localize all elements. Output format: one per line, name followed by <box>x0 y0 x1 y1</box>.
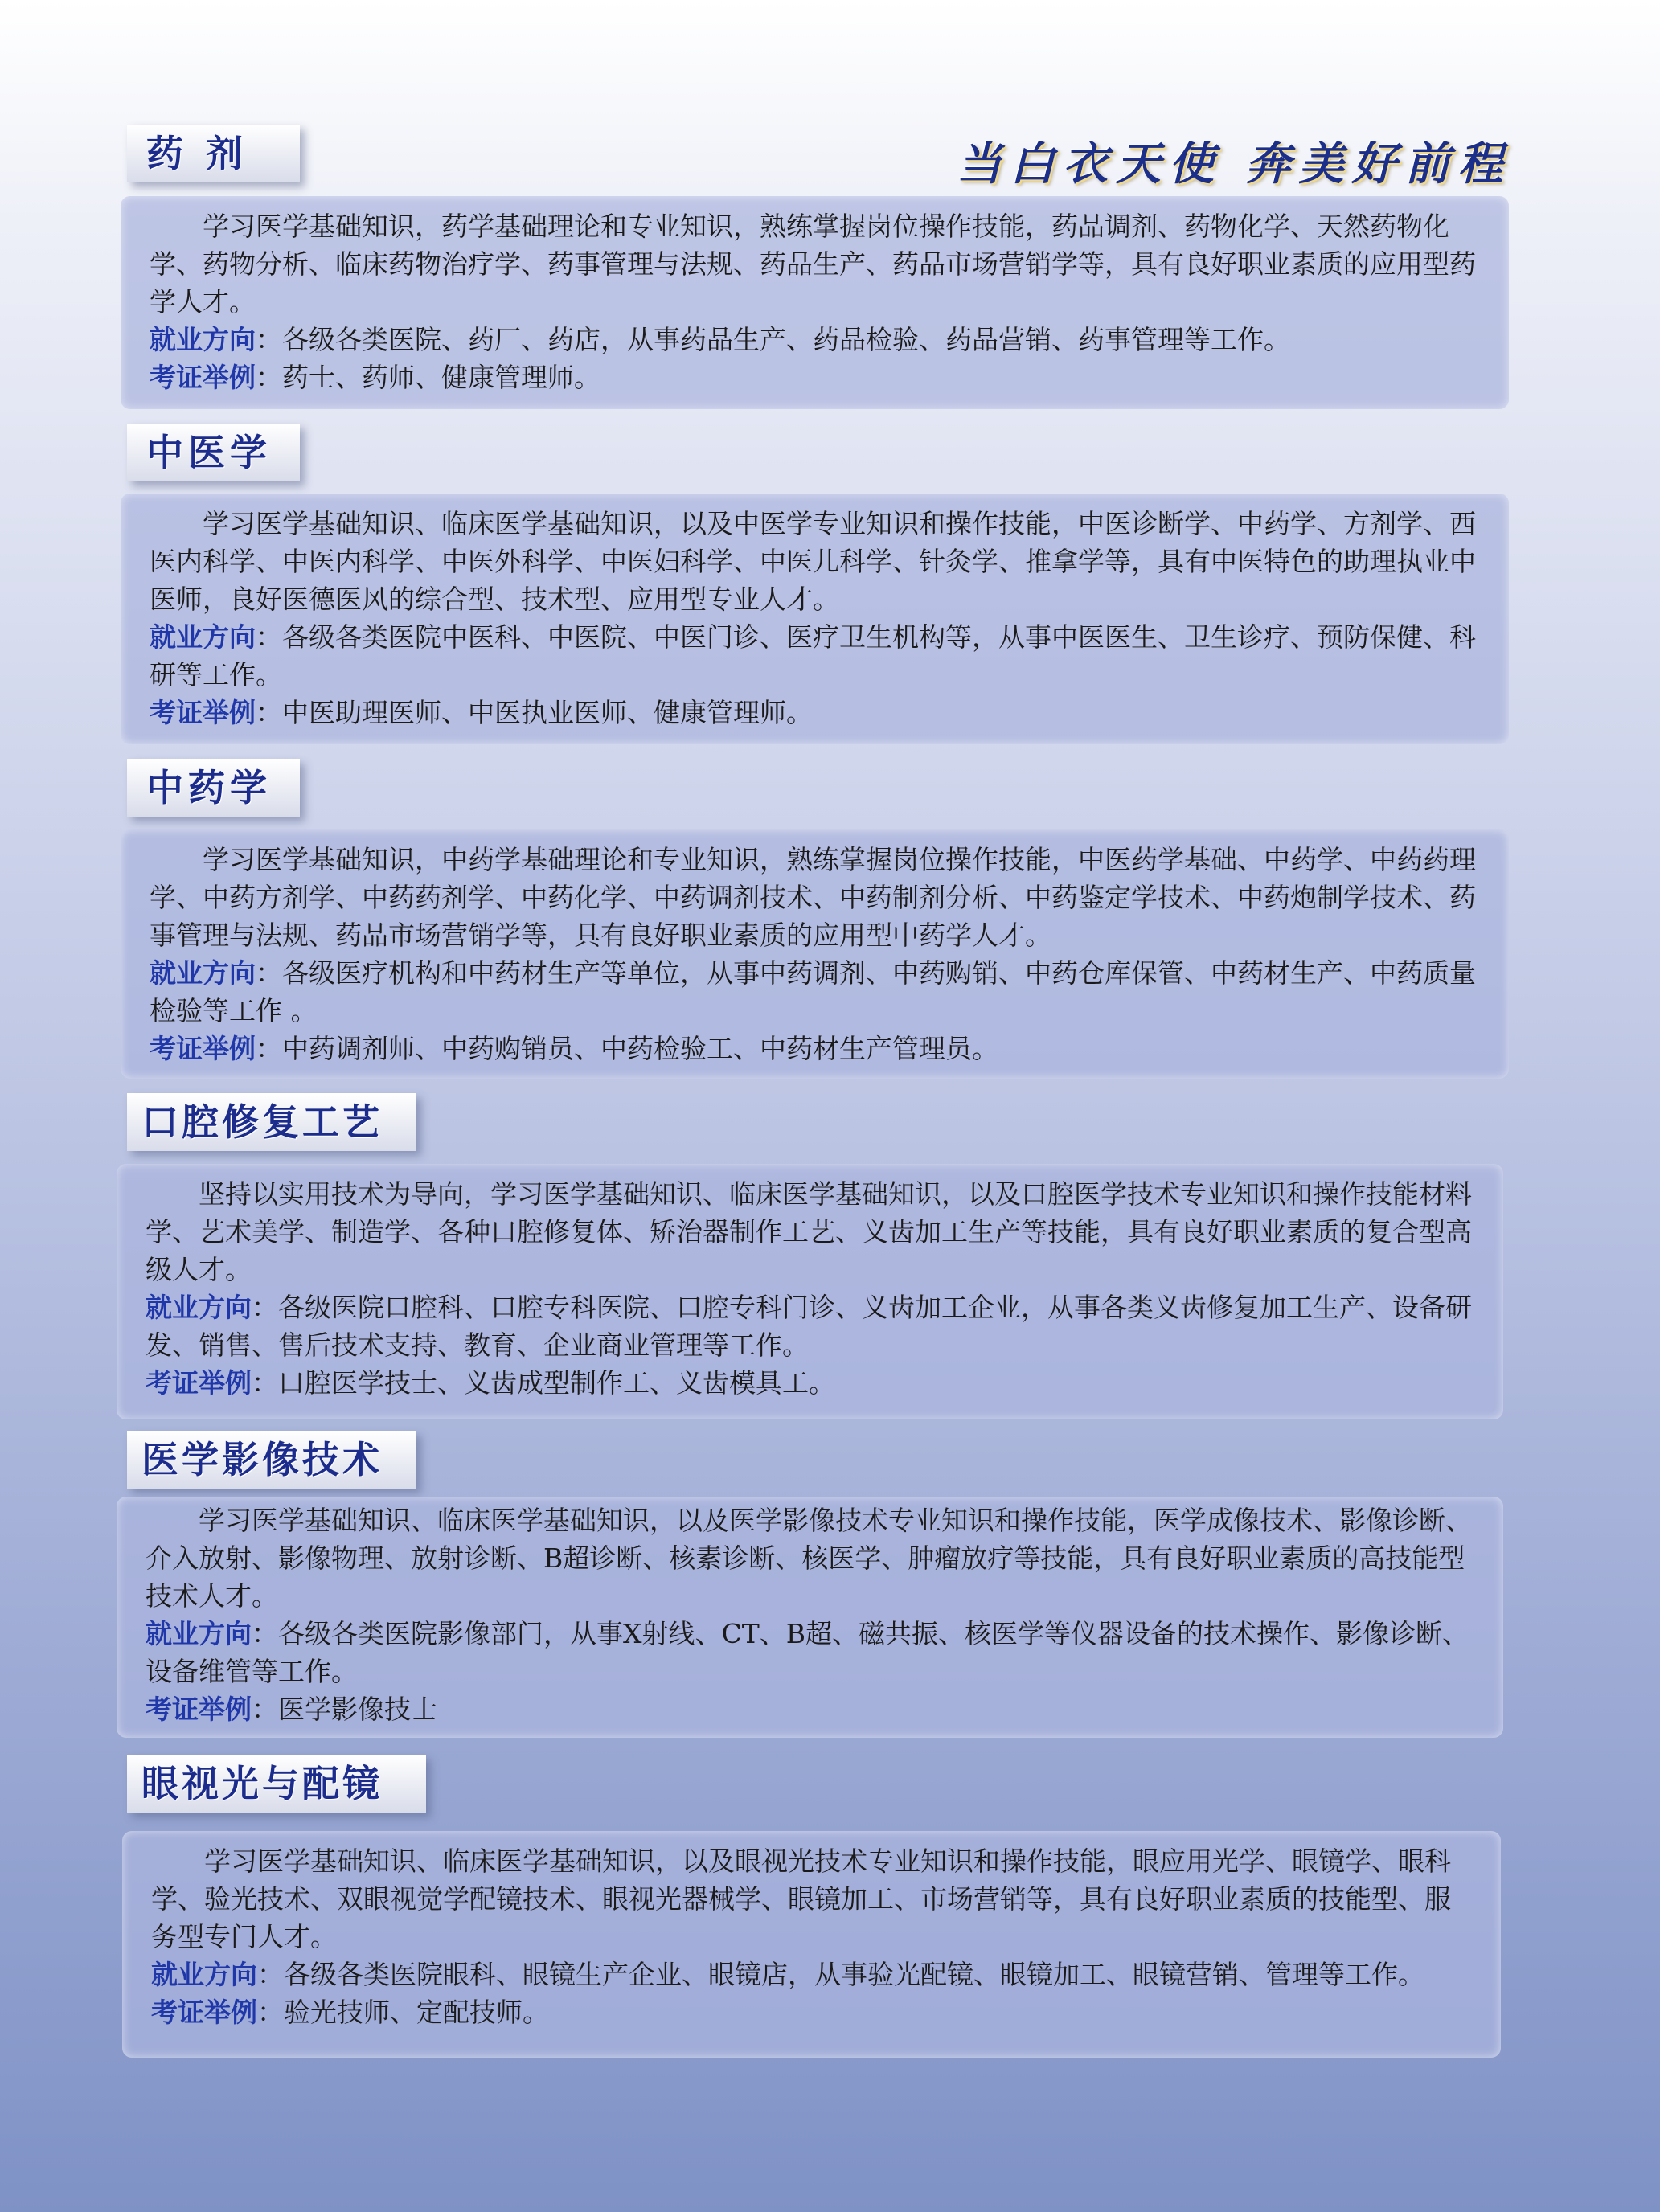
employment-label: 就业方向 <box>150 621 256 653</box>
cert-line <box>151 1993 1477 2031</box>
employment-label: 就业方向 <box>146 1618 252 1649</box>
cert-label: 考证举例 <box>150 697 256 728</box>
section-title-chinese-pharmacy: 中药学 <box>127 759 300 817</box>
section-card-pharmacy <box>121 196 1509 409</box>
employment-text: ：各级各类医院、药厂、药店，从事药品生产、药品检验、药品营销、药事管理等工作。 <box>256 324 1290 355</box>
section-card-optometry <box>122 1831 1501 2058</box>
section-description: 坚持以实用技术为导向，学习医学基础知识、临床医学基础知识，以及口腔医学技术专业知识和操作技能材料学、艺术美学、制造学、各种口腔修复体、矫治器制作工艺、义齿加工生产等技能，具有良好职业素质的复合型高级人才。 <box>146 1178 1472 1285</box>
employment-line <box>146 1615 1479 1690</box>
employment-line <box>150 954 1485 1030</box>
employment-line <box>151 1956 1477 1993</box>
cert-line <box>150 1030 1485 1067</box>
section-description: 学习医学基础知识、临床医学基础知识，以及中医学专业知识和操作技能，中医诊断学、中药学、方剂学、西医内科学、中医内科学、中医外科学、中医妇科学、中医儿科学、针灸学、推拿学等，具有中医特色的助理执业中医师，良好医德医风的综合型、技术型、应用型专业人才。 <box>150 508 1476 615</box>
employment-text: ：各级医院口腔科、口腔专科医院、口腔专科门诊、义齿加工企业，从事各类义齿修复加工生产、设备研发、销售、售后技术支持、教育、企业商业管理等工作。 <box>146 1292 1472 1361</box>
section-description: 学习医学基础知识，药学基础理论和专业知识，熟练掌握岗位操作技能，药品调剂、药物化学、天然药物化学、药物分析、临床药物治疗学、药事管理与法规、药品生产、药品市场营销学等，具有良好职业素质的应用型药学人才。 <box>150 211 1476 317</box>
cert-label: 考证举例 <box>146 1367 252 1399</box>
employment-line <box>150 618 1485 694</box>
section-description: 学习医学基础知识，中药学基础理论和专业知识，熟练掌握岗位操作技能，中医药学基础、中药学、中药药理学、中药方剂学、中药药剂学、中药化学、中药调剂技术、中药制剂分析、中药鉴定学技术、中药炮制学技术、药事管理与法规、药品市场营销学等，具有良好职业素质的应用型中药学人才。 <box>150 844 1476 951</box>
cert-text: ：中医助理医师、中医执业医师、健康管理师。 <box>256 697 813 728</box>
employment-label: 就业方向 <box>146 1292 252 1323</box>
section-title-optometry: 眼视光与配镜 <box>127 1755 426 1813</box>
section-title-pharmacy: 药 剂 <box>127 125 300 182</box>
section-description: 学习医学基础知识、临床医学基础知识，以及医学影像技术专业知识和操作技能，医学成像技术、影像诊断、介入放射、影像物理、放射诊断、B超诊断、核素诊断、核医学、肿瘤放疗等技能，具有良好职业素质的高技能型技术人才。 <box>146 1505 1472 1612</box>
cert-line <box>150 694 1485 731</box>
cert-text: ：医学影像技士 <box>252 1694 437 1725</box>
section-card-chinese-pharmacy <box>121 830 1509 1079</box>
employment-label: 就业方向 <box>151 1959 257 1990</box>
section-card-dental-restoration <box>117 1164 1503 1419</box>
cert-text: ：中药调剂师、中药购销员、中药检验工、中药材生产管理员。 <box>256 1033 998 1064</box>
cert-label: 考证举例 <box>146 1694 252 1725</box>
cert-text: ：验光技师、定配技师。 <box>257 1997 549 2028</box>
cert-text: ：口腔医学技士、义齿成型制作工、义齿模具工。 <box>252 1367 835 1399</box>
cert-line <box>150 358 1485 396</box>
cert-label: 考证举例 <box>150 362 256 393</box>
cert-label: 考证举例 <box>150 1033 256 1064</box>
employment-label: 就业方向 <box>150 957 256 989</box>
employment-text: ：各级医疗机构和中药材生产等单位，从事中药调剂、中药购销、中药仓库保管、中药材生产、中药质量检验等工作 。 <box>150 957 1476 1026</box>
employment-text: ：各级各类医院影像部门，从事X射线、CT、B超、磁共振、核医学等仪器设备的技术操作、影像诊断、设备维管等工作。 <box>146 1618 1469 1687</box>
section-title-tcm: 中医学 <box>127 424 300 481</box>
section-title-medical-imaging: 医学影像技术 <box>127 1431 416 1489</box>
cert-line <box>146 1364 1479 1402</box>
cert-line <box>146 1690 1479 1728</box>
section-description: 学习医学基础知识、临床医学基础知识，以及眼视光技术专业知识和操作技能，眼应用光学、眼镜学、眼科学、验光技术、双眼视觉学配镜技术、眼视光器械学、眼镜加工、市场营销等，具有良好职业素质的技能型、服务型专门人才。 <box>151 1845 1451 1952</box>
employment-line <box>146 1288 1479 1364</box>
cert-label: 考证举例 <box>151 1997 257 2028</box>
employment-line <box>150 321 1485 358</box>
cert-text: ：药士、药师、健康管理师。 <box>256 362 600 393</box>
employment-text: ：各级各类医院中医科、中医院、中医门诊、医疗卫生机构等，从事中医医生、卫生诊疗、预防保健、科研等工作。 <box>150 621 1476 690</box>
employment-label: 就业方向 <box>150 324 256 355</box>
employment-text: ：各级各类医院眼科、眼镜生产企业、眼镜店，从事验光配镜、眼镜加工、眼镜营销、管理等工作。 <box>257 1959 1424 1990</box>
slogan: 当白衣天使 奔美好前程 <box>957 137 1511 190</box>
section-title-dental-restoration: 口腔修复工艺 <box>127 1093 416 1151</box>
section-card-tcm <box>121 494 1509 744</box>
section-card-medical-imaging <box>117 1497 1503 1738</box>
